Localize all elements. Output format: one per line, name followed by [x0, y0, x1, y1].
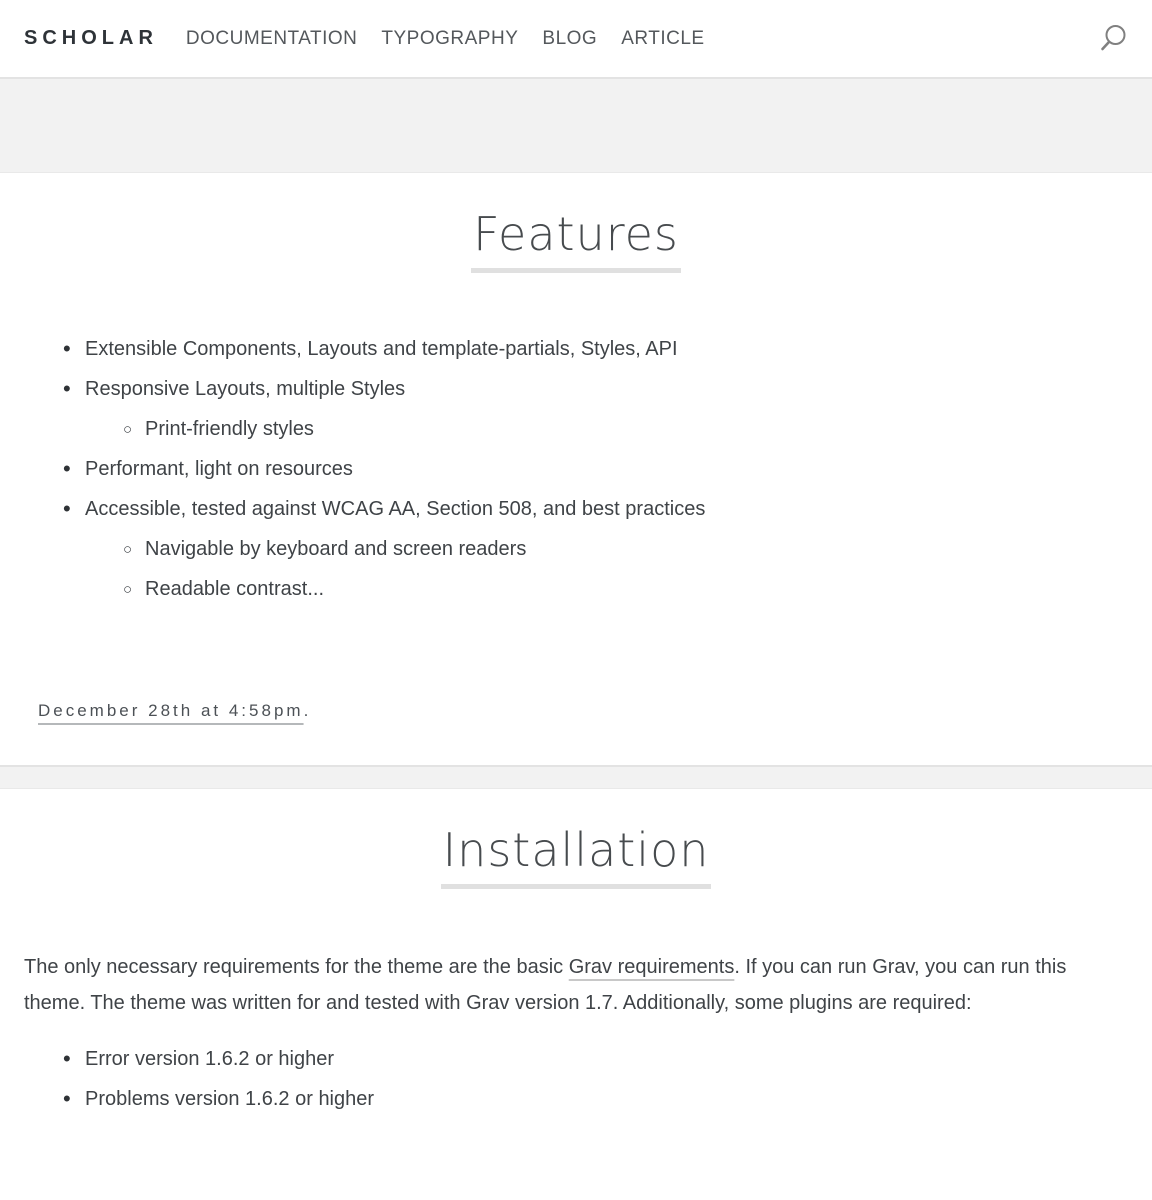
site-header	[0, 0, 1152, 77]
installation-list	[24, 1039, 1128, 1119]
features-heading	[24, 207, 1128, 273]
list-item: ○ Navigable by keyboard and screen readers	[123, 529, 1128, 569]
grav-requirements-link[interactable]: Grav requirements	[568, 956, 735, 978]
main-nav	[186, 28, 705, 50]
post-date-suffix: .	[303, 701, 312, 720]
installation-section	[24, 823, 1128, 1119]
features-section	[24, 207, 1128, 721]
features-heading-text: Features	[471, 207, 681, 273]
list-item: • Responsive Layouts, multiple Styles	[63, 369, 1128, 409]
paragraph-text-after: . If you can run Grav, you can run this theme. The theme was written for and tested with Grav version 1.7. Additionally, some plugins are required:	[24, 956, 1067, 1014]
installation-heading-text: Installation	[441, 823, 712, 889]
post-date-link[interactable]: December 28th at 4:58pm	[38, 701, 304, 720]
search-icon	[1098, 43, 1128, 58]
list-item: ○ Print-friendly styles	[123, 409, 1128, 449]
paragraph-text-before: The only necessary requirements for the theme are the basic	[24, 956, 569, 978]
site-logo[interactable]: SCHOLAR	[24, 27, 158, 49]
nav-link-article[interactable]: ARTICLE	[621, 27, 705, 49]
post-date-footer	[38, 701, 1128, 721]
list-item: ○ Readable contrast...	[123, 569, 1128, 609]
hero-band	[0, 77, 1152, 173]
nav-link-blog[interactable]: BLOG	[542, 27, 598, 49]
search-button[interactable]	[1098, 23, 1128, 55]
list-item: • Accessible, tested against WCAG AA, Section 508, and best practices	[63, 489, 1128, 529]
list-item: • Extensible Components, Layouts and template-partials, Styles, API	[63, 329, 1128, 369]
features-list	[24, 329, 1128, 609]
section-separator-band	[0, 765, 1152, 789]
nav-link-documentation[interactable]: DOCUMENTATION	[185, 27, 358, 49]
installation-heading	[24, 823, 1128, 889]
page-content	[0, 207, 1152, 721]
installation-paragraph	[24, 949, 1128, 1021]
list-item: • Problems version 1.6.2 or higher	[63, 1079, 1128, 1119]
nav-link-typography[interactable]: TYPOGRAPHY	[381, 27, 519, 49]
list-item: • Performant, light on resources	[63, 449, 1128, 489]
installation-content	[0, 823, 1152, 1119]
list-item: • Error version 1.6.2 or higher	[63, 1039, 1128, 1079]
